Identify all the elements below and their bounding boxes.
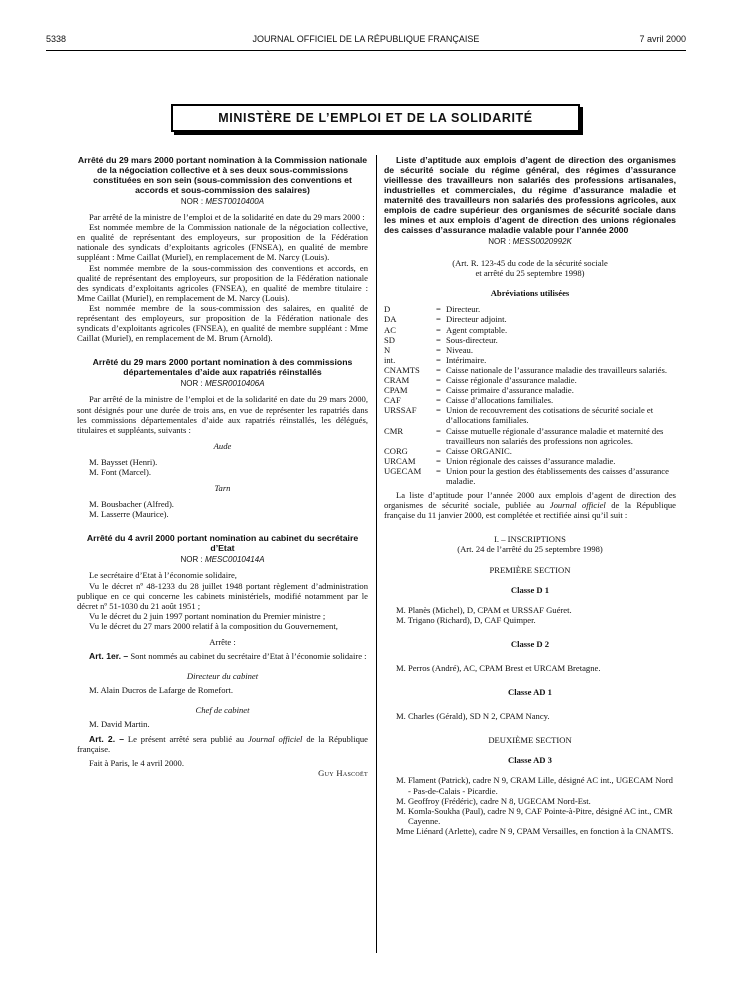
paragraph: Par arrêté de la ministre de l’emploi et de la solidarité en date du 29 mars 2000 : bbox=[89, 212, 365, 223]
abbreviation-meaning: Union de recouvrement des cotisations de sécurité sociale et d’allocations familiales. bbox=[446, 405, 654, 426]
equals-sign: = bbox=[436, 364, 441, 375]
abbreviation-key: D bbox=[384, 304, 391, 315]
equals-sign: = bbox=[436, 405, 441, 416]
abbreviation-key: URSSAF bbox=[384, 405, 417, 416]
list-item: M. David Martin. bbox=[89, 719, 150, 730]
department-heading: Aude bbox=[213, 440, 232, 451]
abbreviation-row bbox=[384, 335, 676, 345]
list-item: M. Alain Ducros de Lafarge de Romefort. bbox=[89, 685, 233, 696]
equals-sign: = bbox=[436, 344, 441, 355]
abbreviation-meaning: Sous-directeur. bbox=[446, 334, 498, 345]
decree-commission-nationale bbox=[77, 155, 368, 343]
abbreviation-row bbox=[384, 355, 676, 365]
list-item: M. Komla-Soukha (Paul), cadre N 9, CAF Pointe-à-Pitre, désigné AC int., CMR Cayenne. bbox=[396, 805, 673, 826]
abbreviation-key: N bbox=[384, 344, 391, 355]
abbreviation-meaning: Caisse ORGANIC. bbox=[446, 445, 512, 456]
equals-sign: = bbox=[436, 465, 441, 476]
abbreviation-row bbox=[384, 395, 676, 405]
equals-sign: = bbox=[436, 455, 441, 466]
abbreviation-row bbox=[384, 385, 676, 395]
class-heading: Classe D 2 bbox=[510, 638, 550, 649]
equals-sign: = bbox=[436, 425, 441, 436]
signature: Guy Hascoët bbox=[318, 767, 368, 778]
equals-sign: = bbox=[436, 314, 441, 325]
abbreviation-key: int. bbox=[384, 354, 396, 365]
list-item: M. Charles (Gérald), SD N 2, CPAM Nancy. bbox=[396, 711, 550, 722]
paragraph: Est nommée membre de la Commission nationale de la négociation collective, en qualité de représentant des employeurs, sur proposition de la Fédération nationale des syndicats d’exploitants agricoles (FNSEA), en qualité de membre suppléant : Mme Caillat (Muriel), en remplacement de M. Narcy (Louis). bbox=[77, 222, 368, 263]
equals-sign: = bbox=[436, 375, 441, 386]
nor-reference: NOR : MEST0010400A bbox=[180, 197, 265, 206]
abbreviation-meaning: Union régionale des caisses d’assurance maladie. bbox=[446, 455, 616, 466]
class-heading: Classe AD 3 bbox=[508, 755, 552, 766]
abbreviation-meaning: Caisse primaire d’assurance maladie. bbox=[446, 385, 574, 396]
abbreviation-meaning: Union pour la gestion des établissements des caisses d’assurance maladie. bbox=[446, 465, 669, 486]
equals-sign: = bbox=[436, 385, 441, 396]
section-reference: (Art. 24 de l’arrêté du 25 septembre 1998) bbox=[457, 544, 603, 555]
equals-sign: = bbox=[436, 395, 441, 406]
abbreviation-key: UGECAM bbox=[384, 465, 422, 476]
abbreviation-key: DA bbox=[384, 314, 397, 325]
equals-sign: = bbox=[436, 445, 441, 456]
role-heading: Directeur du cabinet bbox=[186, 671, 259, 682]
class-heading: Classe D 1 bbox=[510, 584, 550, 595]
ministry-banner bbox=[171, 104, 580, 132]
abbreviation-key: URCAM bbox=[384, 455, 416, 466]
paragraph: Par arrêté de la ministre de l’emploi et de la solidarité en date du 29 mars 2000, sont désignés pour une durée de trois ans, en vue de représenter les rapatriés dans les commissions départementales d’aide aux rapatriés réinstallés, les délégués, titulaires et suppléants, suivants : bbox=[77, 394, 368, 435]
abbreviation-row bbox=[384, 405, 676, 425]
abbreviation-row bbox=[384, 446, 676, 456]
decree-title: Arrêté du 29 mars 2000 portant nomination à des commissions départementales d’aide aux rapatriés réinstallés bbox=[92, 357, 353, 378]
abbreviations-heading: Abréviations utilisées bbox=[490, 288, 570, 299]
abbreviation-meaning: Caisse d’allocations familiales. bbox=[446, 395, 554, 406]
article-2: Art. 2. – Le présent arrêté sera publié au Journal officiel de la République française. bbox=[77, 733, 368, 754]
abbreviation-key: CRAM bbox=[384, 375, 410, 386]
arrete-label: Arrête : bbox=[209, 637, 236, 647]
abbreviation-row bbox=[384, 325, 676, 335]
list-item: M. Perros (André), AC, CPAM Brest et URCAM Bretagne. bbox=[396, 663, 601, 673]
legal-reference: (Art. R. 123-45 du code de la sécurité sociale bbox=[452, 258, 608, 269]
decree-title: Arrêté du 29 mars 2000 portant nomination à la Commission nationale de la négociation collective et à ses deux sous-commissions constituées en son sein (sous-commission des conventions et accords et sous-commission des salaires) bbox=[77, 155, 368, 195]
abbreviations-list bbox=[384, 304, 676, 486]
header-rule bbox=[46, 50, 686, 51]
equals-sign: = bbox=[436, 324, 441, 335]
abbreviation-meaning: Caisse nationale de l’assurance maladie des travailleurs salariés. bbox=[446, 364, 667, 375]
column-divider bbox=[376, 155, 377, 953]
decree-cabinet bbox=[77, 533, 368, 778]
abbreviation-row bbox=[384, 456, 676, 466]
abbreviation-key: CMR bbox=[384, 425, 404, 436]
nor-reference: NOR : MESR0010406A bbox=[180, 379, 265, 389]
list-item: M. Geoffroy (Frédéric), cadre N 8, UGECAM Nord-Est. bbox=[396, 795, 591, 806]
abbreviation-key: CPAM bbox=[384, 385, 408, 396]
page-number: 5338 bbox=[46, 34, 67, 44]
nor-reference: NOR : MESS0020992K bbox=[488, 237, 572, 246]
abbreviation-key: CORG bbox=[384, 445, 408, 456]
equals-sign: = bbox=[436, 304, 441, 315]
list-item: M. Font (Marcel). bbox=[89, 466, 152, 477]
section-label: PREMIÈRE SECTION bbox=[489, 564, 571, 575]
decree-rapatries bbox=[77, 357, 368, 519]
article-1: Art. 1er. – Sont nommés au cabinet du secrétaire d’Etat à l’économie solidaire : bbox=[89, 651, 367, 662]
journal-title: JOURNAL OFFICIEL DE LA RÉPUBLIQUE FRANÇAISE bbox=[252, 34, 480, 44]
paragraph: Est nommée membre de la sous-commission des conventions et accords, en qualité de représentant des employeurs, sur proposition de la Fédération nationale des syndicats d’exploitants agricoles (FNSEA), en qualité de membre titulaire : Mme Caillat (Muriel), en remplacement de M. Narcy (Louis). bbox=[77, 262, 368, 303]
abbreviation-row bbox=[384, 375, 676, 385]
left-column bbox=[77, 155, 368, 778]
section-heading: I. – INSCRIPTIONS bbox=[494, 534, 566, 545]
abbreviation-row bbox=[384, 304, 676, 314]
list-item: M. Bousbacher (Alfred). bbox=[89, 499, 174, 510]
abbreviation-meaning: Agent comptable. bbox=[446, 324, 508, 335]
list-item: M. Lasserre (Maurice). bbox=[89, 509, 169, 520]
abbreviation-key: CAF bbox=[384, 395, 401, 406]
department-heading: Tarn bbox=[214, 483, 231, 494]
paragraph: Vu le décret nº 48-1233 du 28 juillet 1948 portant règlement d’administration publique en ce qui concerne les cabinets ministériels, modifié notamment par le décret nº 51-1030 du 21 août 1951 ; bbox=[77, 580, 368, 611]
paragraph: Est nommée membre de la sous-commission des salaires, en qualité de représentant des employeurs, sur proposition de la Fédération nationale des syndicats d’exploitants agricoles (FNSEA), en qualité de membre suppléant : Mme Caillat (Muriel), en remplacement de M. Brum (Arnold). bbox=[77, 302, 368, 344]
abbreviation-meaning: Caisse régionale d’assurance maladie. bbox=[446, 375, 577, 386]
issue-date: 7 avril 2000 bbox=[639, 34, 686, 44]
abbreviation-meaning: Directeur adjoint. bbox=[446, 314, 507, 325]
list-item: M. Trigano (Richard), D, CAF Quimper. bbox=[396, 614, 536, 625]
abbreviation-meaning: Directeur. bbox=[446, 304, 481, 315]
abbreviation-row bbox=[384, 345, 676, 355]
paragraph: Le secrétaire d’Etat à l’économie solidaire, bbox=[89, 570, 237, 581]
list-item: M. Planès (Michel), D, CPAM et URSSAF Guéret. bbox=[396, 604, 572, 615]
abbreviation-meaning: Caisse mutuelle régionale d’assurance maladie et maternité des travailleurs non salariés des professions non agricoles. bbox=[446, 425, 664, 446]
page-header bbox=[46, 34, 686, 48]
abbreviation-key: CNAMTS bbox=[384, 364, 420, 375]
abbreviation-key: AC bbox=[384, 324, 396, 335]
abbreviation-row bbox=[384, 314, 676, 324]
paragraph: Vu le décret du 2 juin 1997 portant nomination du Premier ministre ; bbox=[89, 610, 326, 621]
decree-title: Arrêté du 4 avril 2000 portant nomination au cabinet du secrétaire d’Etat bbox=[86, 533, 359, 554]
role-heading: Chef de cabinet bbox=[195, 705, 250, 716]
ministry-title: MINISTÈRE DE L’EMPLOI ET DE LA SOLIDARITÉ bbox=[218, 111, 533, 125]
list-item: M. Baysset (Henri). bbox=[89, 456, 158, 467]
legal-reference: et arrêté du 25 septembre 1998) bbox=[475, 268, 585, 279]
paragraph: Vu le décret du 27 mars 2000 relatif à la composition du Gouvernement, bbox=[89, 620, 338, 631]
abbreviation-key: SD bbox=[384, 334, 395, 345]
abbreviation-row bbox=[384, 466, 676, 486]
class-heading: Classe AD 1 bbox=[508, 687, 552, 698]
equals-sign: = bbox=[436, 354, 441, 365]
abbreviation-row bbox=[384, 365, 676, 375]
abbreviation-row bbox=[384, 426, 676, 446]
nor-reference: NOR : MESC0010414A bbox=[180, 555, 265, 565]
list-item: Mme Liénard (Arlette), cadre N 9, CPAM Versailles, en fonction à la CNAMTS. bbox=[396, 825, 674, 836]
abbreviation-meaning: Intérimaire. bbox=[446, 354, 487, 365]
list-title: Liste d’aptitude aux emplois d’agent de direction des organismes de sécurité sociale du régime général, des régimes d’assurance vieillesse des travailleurs non salariés des professions artisanales, industrielles et commerciales, du régime d’assurance maladie et maternité des travailleurs non salariés des professions agricoles, aux emplois de cadre supérieur des organismes de sécurité sociale dans les mines et aux emplois d’agent de direction des unions régionales des caisses d’assurance maladie valable pour l’année 2000 bbox=[384, 155, 676, 235]
section-label: DEUXIÈME SECTION bbox=[488, 735, 572, 746]
abbreviation-meaning: Niveau. bbox=[446, 344, 473, 355]
list-item: M. Flament (Patrick), cadre N 9, CRAM Lille, désigné AC int., UGECAM Nord - Pas-de-Calais - Picardie. bbox=[396, 775, 673, 796]
right-column bbox=[384, 155, 676, 836]
intro-paragraph: La liste d’aptitude pour l’année 2000 aux emplois d’agent de direction des organismes de sécurité sociale, publiée au Journal officiel de la République française du 11 janvier 2000, est complétée et rectifiée ainsi qu’il suit : bbox=[384, 490, 676, 521]
done-at: Fait à Paris, le 4 avril 2000. bbox=[89, 757, 184, 768]
equals-sign: = bbox=[436, 334, 441, 345]
